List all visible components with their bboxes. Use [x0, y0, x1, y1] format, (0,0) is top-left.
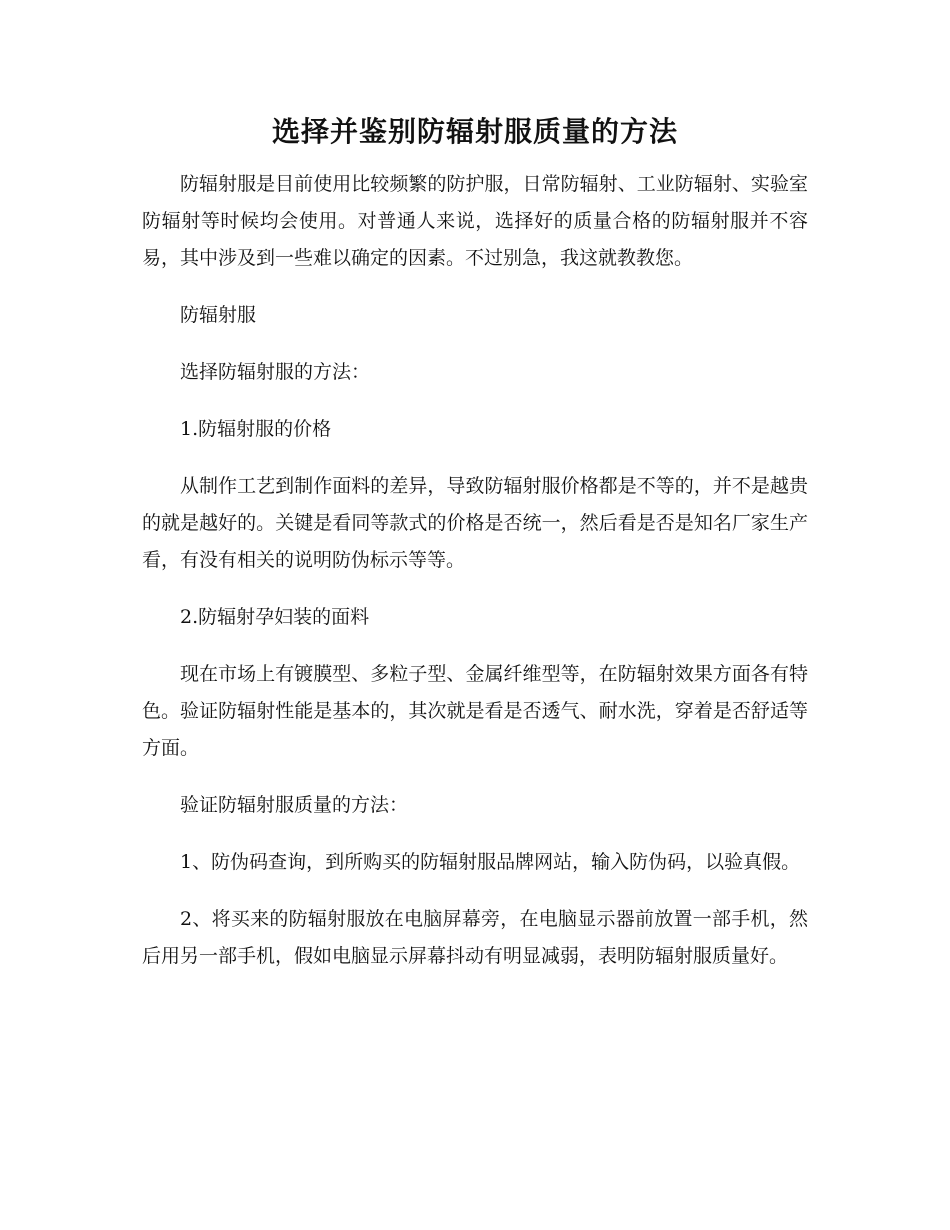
document-body	[142, 112, 808, 995]
section-heading-selection: 选择防辐射服的方法：	[180, 361, 371, 383]
verification-step-1: 1、防伪码查询，到所购买的防辐射服品牌网站，输入防伪码，以验真假。	[180, 851, 801, 873]
item-heading-price: 1.防辐射服的价格	[180, 418, 332, 440]
section-heading-verification: 验证防辐射服质量的方法：	[180, 794, 409, 816]
section-heading-suit: 防辐射服	[180, 304, 257, 326]
document-title: 选择并鉴别防辐射服质量的方法	[271, 115, 678, 148]
item-heading-fabric: 2.防辐射孕妇装的面料	[180, 606, 370, 628]
intro-paragraph: 防辐射服是目前使用比较频繁的防护服，日常防辐射、工业防辐射、实验室防辐射等时候均会使用。对普通人来说，选择好的质量合格的防辐射服并不容易，其中涉及到一些难以确定的因素。不过别急，我这就教教您。	[142, 173, 808, 269]
verification-step-2: 2、将买来的防辐射服放在电脑屏幕旁，在电脑显示器前放置一部手机，然后用另一部手机，假如电脑显示屏幕抖动有明显减弱，表明防辐射服质量好。	[142, 908, 808, 967]
price-paragraph: 从制作工艺到制作面料的差异，导致防辐射服价格都是不等的，并不是越贵的就是越好的。关键是看同等款式的价格是否统一，然后看是否是知名厂家生产看，有没有相关的说明防伪标示等等。	[142, 475, 808, 571]
fabric-paragraph: 现在市场上有镀膜型、多粒子型、金属纤维型等，在防辐射效果方面各有特色。验证防辐射性能是基本的，其次就是看是否透气、耐水洗，穿着是否舒适等方面。	[142, 663, 808, 759]
